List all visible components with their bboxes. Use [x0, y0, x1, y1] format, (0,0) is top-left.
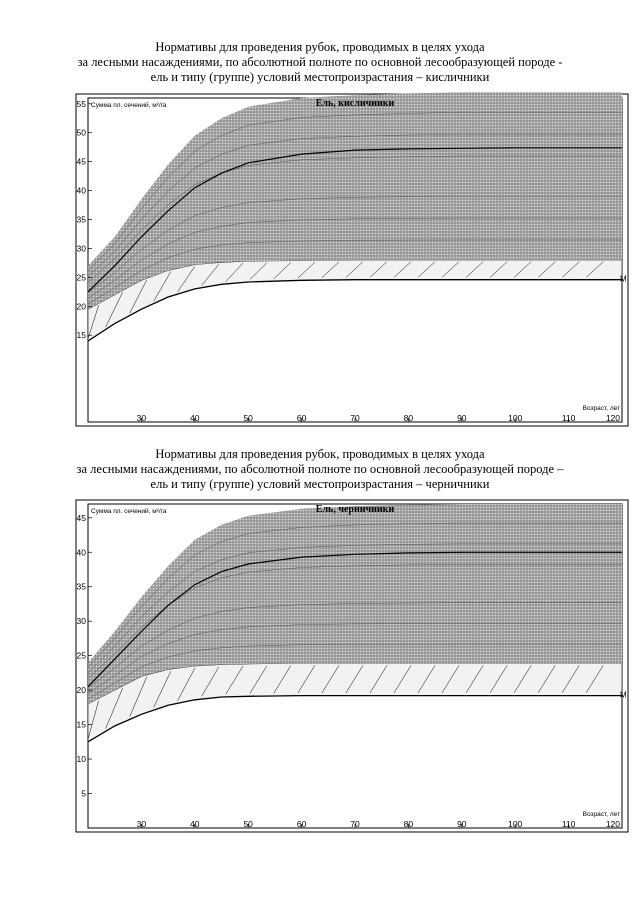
x-tick-label: 110: [561, 819, 576, 829]
curve-label-m: М: [620, 274, 627, 284]
y-tick-label: 15: [76, 719, 86, 730]
x-axis-title: Возраст, лет: [582, 811, 620, 818]
x-tick-label: 50: [243, 413, 253, 423]
caption-line: ель и типу (группе) условий местопроизрастания – кисличники: [150, 70, 490, 84]
chart-caption-1: [20, 40, 620, 85]
curve-label-m: М: [620, 690, 627, 700]
x-tick-label: 30: [136, 413, 147, 423]
y-tick-label: 35: [76, 214, 86, 225]
y-tick-label: 20: [76, 301, 86, 312]
x-tick-label: 30: [136, 819, 147, 829]
basal-area-chart-chernichniki: [0, 498, 640, 833]
x-tick-label: 60: [296, 819, 307, 829]
y-tick-label: 40: [76, 547, 86, 558]
x-tick-label: 90: [457, 819, 467, 829]
caption-line: ель и типу (группе) условий местопроизрастания – черничники: [150, 477, 490, 491]
hatched-band: [88, 260, 622, 341]
x-tick-label: 100: [508, 413, 523, 423]
x-tick-label: 70: [350, 413, 360, 423]
x-tick-label: 90: [457, 413, 467, 423]
basal-area-chart-kislichniki: [0, 92, 640, 427]
x-tick-label: 80: [403, 413, 414, 423]
x-tick-label: 100: [508, 819, 523, 829]
x-axis-title: Возраст, лет: [582, 405, 620, 412]
y-tick-label: 10: [76, 754, 86, 765]
y-axis-title: Сумма пл. сечений, м²/га: [91, 102, 167, 109]
x-tick-label: 110: [561, 413, 576, 423]
y-axis-title: Сумма пл. сечений, м²/га: [91, 508, 167, 515]
y-tick-label: 50: [76, 127, 86, 138]
x-tick-label: 40: [190, 819, 200, 829]
chart-title: Ель, кисличники: [315, 98, 395, 109]
x-tick-label: 60: [296, 413, 307, 423]
x-tick-label: 70: [350, 819, 360, 829]
y-tick-label: 30: [76, 243, 86, 254]
x-tick-label: 120: [605, 819, 620, 829]
y-tick-label: 55: [76, 98, 86, 109]
chart-title: Ель, черничники: [315, 504, 395, 515]
chart-caption-2: [20, 447, 620, 492]
caption-line: за лесными насаждениями, по абсолютной полноте по основной лесообразующей породе –: [76, 462, 564, 476]
y-tick-label: 5: [81, 788, 86, 799]
y-tick-label: 30: [76, 616, 86, 627]
y-tick-label: 20: [76, 685, 86, 696]
x-tick-label: 50: [243, 819, 253, 829]
y-tick-label: 25: [76, 272, 86, 283]
caption-line: за лесными насаждениями, по абсолютной полноте по основной лесообразующей породе -: [77, 55, 563, 69]
y-tick-label: 25: [76, 650, 86, 661]
x-tick-label: 120: [605, 413, 620, 423]
y-tick-label: 40: [76, 185, 86, 196]
hatched-band: [88, 663, 622, 742]
y-tick-label: 45: [76, 156, 86, 167]
y-tick-label: 15: [76, 330, 86, 341]
x-tick-label: 80: [403, 819, 414, 829]
caption-line: Нормативы для проведения рубок, проводимых в целях ухода: [155, 447, 485, 461]
caption-line: Нормативы для проведения рубок, проводимых в целях ухода: [155, 40, 485, 54]
y-tick-label: 45: [76, 512, 86, 523]
x-tick-label: 40: [190, 413, 200, 423]
y-tick-label: 35: [76, 581, 86, 592]
